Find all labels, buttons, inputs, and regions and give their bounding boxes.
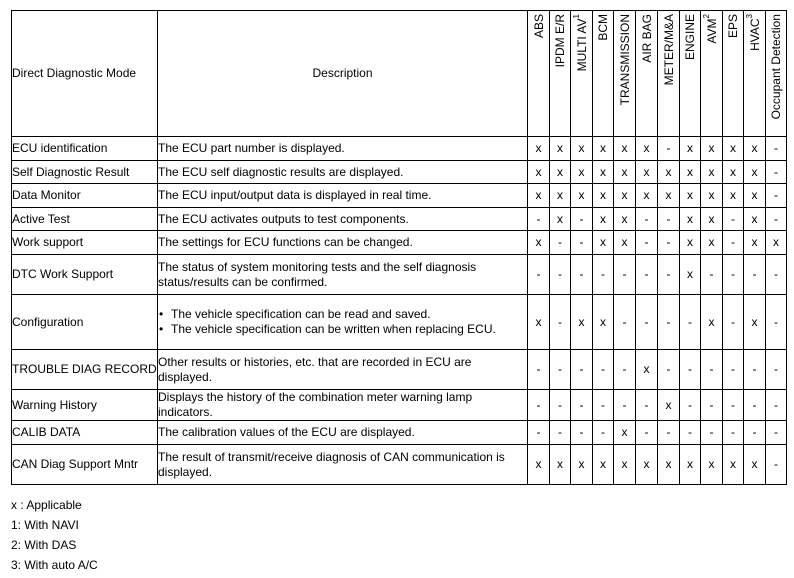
applicability-mark: - <box>550 231 571 255</box>
description-bullet-item <box>158 322 527 337</box>
header-system-label <box>532 14 546 38</box>
footnotes <box>11 495 98 575</box>
header-system-label <box>640 14 654 63</box>
bullet-icon: • <box>159 307 164 321</box>
applicability-mark: - <box>766 295 787 350</box>
applicability-mark: - <box>766 445 787 485</box>
applicability-mark: - <box>550 295 571 350</box>
applicability-mark: x <box>593 445 614 485</box>
header-system <box>550 11 571 137</box>
header-system <box>744 11 766 137</box>
applicability-mark: x <box>680 161 701 184</box>
applicability-mark: - <box>766 184 787 208</box>
applicability-mark: - <box>723 208 744 231</box>
applicability-mark: x <box>766 231 787 255</box>
mode-name: Warning History <box>12 390 158 421</box>
description-bullet-item <box>158 307 527 322</box>
system-name: ABS <box>531 14 546 39</box>
bullet-text: The vehicle specification can be read and saved. <box>171 307 431 321</box>
applicability-mark: x <box>744 137 766 161</box>
header-system <box>723 11 744 137</box>
applicability-mark: - <box>680 421 701 445</box>
system-name: METER/M&A <box>661 14 676 86</box>
applicability-mark: - <box>636 390 658 421</box>
applicability-mark: - <box>614 390 636 421</box>
applicability-mark: x <box>614 161 636 184</box>
footnote-auto-ac: 3: With auto A/C <box>11 558 98 572</box>
applicability-mark: x <box>658 161 680 184</box>
header-system <box>636 11 658 137</box>
applicability-mark: - <box>723 255 744 295</box>
applicability-mark: - <box>571 255 593 295</box>
mode-name: DTC Work Support <box>12 255 158 295</box>
applicability-mark: - <box>701 390 723 421</box>
table-row <box>12 231 787 255</box>
applicability-mark: - <box>680 350 701 390</box>
applicability-mark: - <box>636 255 658 295</box>
mode-description: The ECU part number is displayed. <box>158 137 528 161</box>
applicability-mark: - <box>680 390 701 421</box>
applicability-mark: - <box>766 421 787 445</box>
table-row <box>12 184 787 208</box>
applicability-mark: x <box>528 161 550 184</box>
header-system-label <box>596 14 610 41</box>
table-row <box>12 161 787 184</box>
applicability-mark: x <box>636 184 658 208</box>
applicability-mark: - <box>658 231 680 255</box>
applicability-mark: x <box>550 184 571 208</box>
description-bullets <box>158 307 527 337</box>
applicability-mark: x <box>744 231 766 255</box>
footnote-das: 2: With DAS <box>11 538 77 552</box>
applicability-mark: x <box>571 161 593 184</box>
header-system <box>680 11 701 137</box>
header-system-label <box>571 14 589 72</box>
applicability-mark: x <box>636 161 658 184</box>
applicability-mark: x <box>680 208 701 231</box>
applicability-mark: x <box>680 231 701 255</box>
system-footnote-ref: 3 <box>744 14 754 19</box>
system-name: AVM <box>704 18 719 44</box>
bullet-icon: • <box>159 322 164 336</box>
applicability-mark: x <box>723 445 744 485</box>
applicability-mark: - <box>766 255 787 295</box>
mode-description: Other results or histories, etc. that are recorded in ECU are displayed. <box>158 350 528 390</box>
applicability-mark: x <box>571 445 593 485</box>
applicability-mark: - <box>571 208 593 231</box>
applicability-mark: - <box>550 350 571 390</box>
applicability-mark: x <box>550 137 571 161</box>
applicability-mark: - <box>744 421 766 445</box>
table-row <box>12 390 787 421</box>
applicability-mark: - <box>658 421 680 445</box>
header-system-label <box>618 14 632 105</box>
applicability-mark: x <box>744 161 766 184</box>
applicability-mark: x <box>744 445 766 485</box>
applicability-mark: - <box>680 295 701 350</box>
applicability-mark: x <box>593 295 614 350</box>
applicability-mark: - <box>528 350 550 390</box>
applicability-mark: - <box>744 255 766 295</box>
applicability-mark: - <box>614 295 636 350</box>
applicability-mark: x <box>701 295 723 350</box>
applicability-mark: - <box>593 390 614 421</box>
header-description: Description <box>158 11 528 137</box>
mode-name: Configuration <box>12 295 158 350</box>
applicability-mark: - <box>528 208 550 231</box>
header-system-label <box>662 14 676 85</box>
header-system-label <box>726 14 740 38</box>
footnote-applicable: x : Applicable <box>11 498 82 512</box>
bullet-text: The vehicle specification can be written when replacing ECU. <box>171 322 496 336</box>
applicability-mark: x <box>528 184 550 208</box>
table-row <box>12 137 787 161</box>
applicability-mark: - <box>723 350 744 390</box>
applicability-mark: x <box>593 231 614 255</box>
applicability-mark: x <box>701 231 723 255</box>
applicability-mark: - <box>766 350 787 390</box>
applicability-mark: x <box>701 161 723 184</box>
applicability-mark: x <box>550 161 571 184</box>
applicability-mark: x <box>614 184 636 208</box>
applicability-mark: - <box>744 390 766 421</box>
applicability-mark: - <box>593 421 614 445</box>
mode-description: Displays the history of the combination meter warning lamp indicators. <box>158 390 528 421</box>
applicability-mark: - <box>723 390 744 421</box>
mode-description: The calibration values of the ECU are displayed. <box>158 421 528 445</box>
applicability-mark: - <box>614 350 636 390</box>
applicability-mark: x <box>701 445 723 485</box>
applicability-mark: - <box>658 208 680 231</box>
mode-name: Data Monitor <box>12 184 158 208</box>
applicability-mark: x <box>550 445 571 485</box>
mode-name: Work support <box>12 231 158 255</box>
applicability-mark: - <box>528 390 550 421</box>
system-name: Occupant Detection <box>769 14 783 120</box>
applicability-mark: - <box>571 350 593 390</box>
header-system-label <box>769 14 783 119</box>
applicability-mark: x <box>571 184 593 208</box>
header-system <box>701 11 723 137</box>
header-system <box>593 11 614 137</box>
applicability-mark: x <box>636 350 658 390</box>
header-system-label <box>683 14 697 60</box>
header-system-label <box>744 14 762 51</box>
header-mode: Direct Diagnostic Mode <box>12 11 158 137</box>
table-row <box>12 255 787 295</box>
applicability-mark: - <box>766 390 787 421</box>
mode-name: Self Diagnostic Result <box>12 161 158 184</box>
applicability-mark: x <box>658 390 680 421</box>
system-name: HVAC <box>747 18 762 51</box>
applicability-mark: - <box>701 421 723 445</box>
applicability-mark: - <box>593 255 614 295</box>
applicability-mark: x <box>614 231 636 255</box>
applicability-mark: - <box>701 255 723 295</box>
applicability-mark: x <box>680 445 701 485</box>
applicability-mark: x <box>701 137 723 161</box>
applicability-mark: x <box>614 445 636 485</box>
applicability-mark: x <box>744 295 766 350</box>
applicability-mark: x <box>528 137 550 161</box>
applicability-mark: - <box>723 295 744 350</box>
mode-name: CALIB DATA <box>12 421 158 445</box>
footnote-navi: 1: With NAVI <box>11 518 79 532</box>
table-row <box>12 208 787 231</box>
header-system-label <box>701 14 719 44</box>
system-name: TRANSMISSION <box>617 14 632 106</box>
applicability-mark: x <box>528 445 550 485</box>
system-name: AIR BAG <box>639 14 654 63</box>
applicability-mark: - <box>723 231 744 255</box>
system-name: BCM <box>596 14 610 41</box>
applicability-mark: - <box>658 255 680 295</box>
header-system <box>528 11 550 137</box>
applicability-mark: - <box>528 421 550 445</box>
applicability-mark: - <box>571 231 593 255</box>
applicability-mark: x <box>658 445 680 485</box>
applicability-mark: x <box>658 184 680 208</box>
mode-description: The ECU activates outputs to test components. <box>158 208 528 231</box>
applicability-mark: x <box>636 445 658 485</box>
applicability-mark: - <box>723 421 744 445</box>
applicability-mark: - <box>658 295 680 350</box>
system-name: EPS <box>726 14 740 39</box>
applicability-mark: x <box>593 161 614 184</box>
applicability-mark: x <box>528 295 550 350</box>
applicability-mark: x <box>680 137 701 161</box>
table-row <box>12 421 787 445</box>
header-system <box>766 11 787 137</box>
applicability-mark: - <box>550 390 571 421</box>
applicability-mark: - <box>550 255 571 295</box>
mode-name: ECU identification <box>12 137 158 161</box>
applicability-mark: - <box>593 350 614 390</box>
mode-name: CAN Diag Support Mntr <box>12 445 158 485</box>
applicability-mark: x <box>744 184 766 208</box>
applicability-mark: - <box>528 255 550 295</box>
applicability-mark: - <box>766 208 787 231</box>
applicability-mark: - <box>701 350 723 390</box>
system-name: MULTI AV <box>574 18 589 72</box>
applicability-mark: x <box>701 208 723 231</box>
applicability-mark: x <box>593 208 614 231</box>
applicability-mark: x <box>614 137 636 161</box>
applicability-mark: - <box>636 231 658 255</box>
mode-description: The settings for ECU functions can be changed. <box>158 231 528 255</box>
applicability-mark: - <box>614 255 636 295</box>
applicability-mark: x <box>571 137 593 161</box>
header-system <box>571 11 593 137</box>
applicability-mark: - <box>636 421 658 445</box>
applicability-mark: - <box>550 421 571 445</box>
mode-description <box>158 295 528 350</box>
mode-description: The ECU input/output data is displayed in real time. <box>158 184 528 208</box>
system-footnote-ref: 1 <box>571 14 581 19</box>
applicability-mark: - <box>636 295 658 350</box>
mode-description: The status of system monitoring tests and the self diagnosis status/results can be confirmed. <box>158 255 528 295</box>
applicability-mark: - <box>744 350 766 390</box>
table-row <box>12 350 787 390</box>
system-name: ENGINE <box>683 14 697 61</box>
applicability-mark: - <box>571 390 593 421</box>
header-system <box>614 11 636 137</box>
applicability-mark: x <box>593 184 614 208</box>
applicability-mark: x <box>614 421 636 445</box>
applicability-mark: x <box>744 208 766 231</box>
applicability-mark: x <box>528 231 550 255</box>
diagnostic-mode-table <box>11 10 787 485</box>
mode-description: The result of transmit/receive diagnosis of CAN communication is displayed. <box>158 445 528 485</box>
applicability-mark: x <box>723 161 744 184</box>
system-footnote-ref: 2 <box>701 14 711 19</box>
table-header-row <box>12 11 787 137</box>
applicability-mark: x <box>614 208 636 231</box>
header-system-label <box>553 14 567 67</box>
table-row <box>12 445 787 485</box>
system-name: IPDM E/R <box>553 14 567 68</box>
mode-name: TROUBLE DIAG RECORD <box>12 350 158 390</box>
header-system <box>658 11 680 137</box>
applicability-mark: - <box>658 350 680 390</box>
applicability-mark: - <box>571 421 593 445</box>
applicability-mark: - <box>766 161 787 184</box>
mode-name: Active Test <box>12 208 158 231</box>
applicability-mark: x <box>680 184 701 208</box>
applicability-mark: - <box>636 208 658 231</box>
applicability-mark: x <box>636 137 658 161</box>
mode-description: The ECU self diagnostic results are displayed. <box>158 161 528 184</box>
applicability-mark: - <box>658 137 680 161</box>
table-row <box>12 295 787 350</box>
applicability-mark: x <box>701 184 723 208</box>
applicability-mark: - <box>766 137 787 161</box>
applicability-mark: x <box>723 137 744 161</box>
applicability-mark: x <box>571 295 593 350</box>
applicability-mark: x <box>550 208 571 231</box>
applicability-mark: x <box>593 137 614 161</box>
applicability-mark: x <box>723 184 744 208</box>
applicability-mark: x <box>680 255 701 295</box>
